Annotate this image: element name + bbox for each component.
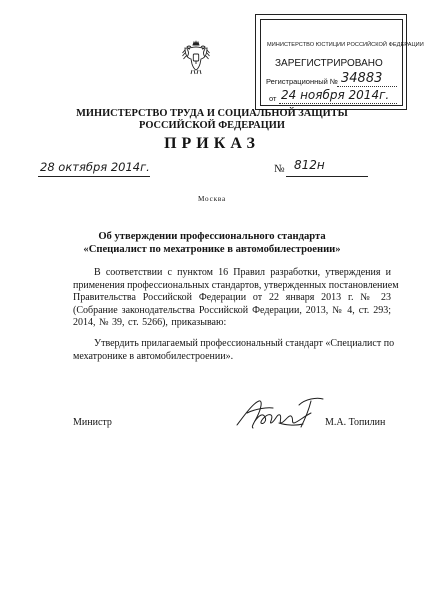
order-date: 28 октября 2014г. bbox=[40, 160, 150, 174]
stamp-reg-number-label: Регистрационный № bbox=[266, 77, 338, 86]
ministry-title-line2: РОССИЙСКОЙ ФЕДЕРАЦИИ bbox=[139, 120, 285, 131]
order-number-sign: № bbox=[274, 163, 285, 175]
stamp-registered-label: ЗАРЕГИСТРИРОВАНО bbox=[275, 58, 383, 69]
stamp-date-line bbox=[279, 103, 397, 104]
order-subject bbox=[0, 231, 424, 256]
stamp-date: 24 ноября 2014г. bbox=[281, 88, 390, 102]
body-paragraph-2-line: Утвердить прилагаемый профессиональный стандарт «Специалист по bbox=[94, 338, 395, 349]
body-paragraph-2-line: мехатронике в автомобилестроении». bbox=[73, 350, 234, 362]
body-paragraph-1-line: В соответствии с пунктом 16 Правил разработки, утверждения и bbox=[94, 267, 391, 278]
stamp-reg-number-line bbox=[337, 86, 397, 87]
body-paragraph-2 bbox=[73, 338, 395, 363]
order-date-underline bbox=[38, 176, 150, 177]
city-name: Москва bbox=[198, 195, 226, 203]
signer-position: Министр bbox=[73, 417, 112, 428]
order-number-underline bbox=[286, 176, 368, 177]
coat-of-arms-icon bbox=[182, 40, 210, 76]
body-paragraph-1-line: (Собрание законодательства Российской Федерации, 2013, № 4, ст. 293; bbox=[73, 304, 391, 316]
handwritten-signature bbox=[233, 395, 325, 435]
stamp-date-label: от bbox=[269, 94, 277, 103]
order-subject-line1: Об утверждении профессионального стандарта bbox=[98, 231, 326, 242]
body-paragraph-1-line: применения профессиональных стандартов, утвержденных постановлением bbox=[73, 279, 399, 291]
order-subject-line2: «Специалист по мехатронике в автомобилестроении» bbox=[83, 243, 341, 255]
registration-stamp bbox=[255, 14, 424, 110]
ministry-title-line1: МИНИСТЕРСТВО ТРУДА И СОЦИАЛЬНОЙ ЗАЩИТЫ bbox=[76, 108, 348, 119]
body-paragraph-1-line: 2014, № 39, ст. 5266), приказываю: bbox=[73, 317, 227, 329]
signer-name: М.А. Топилин bbox=[325, 417, 386, 428]
order-number: 812н bbox=[294, 158, 325, 172]
body-paragraph-1 bbox=[73, 267, 399, 330]
body-paragraph-1-line: Правительства Российской Федерации от 22 января 2013 г. № 23 bbox=[73, 292, 391, 304]
stamp-ministry-name: МИНИСТЕРСТВО ЮСТИЦИИ РОССИЙСКОЙ ФЕДЕРАЦИИ bbox=[267, 42, 424, 48]
stamp-reg-number: 34883 bbox=[341, 71, 383, 86]
order-title: ПРИКАЗ bbox=[164, 135, 260, 152]
ministry-title bbox=[0, 108, 424, 132]
